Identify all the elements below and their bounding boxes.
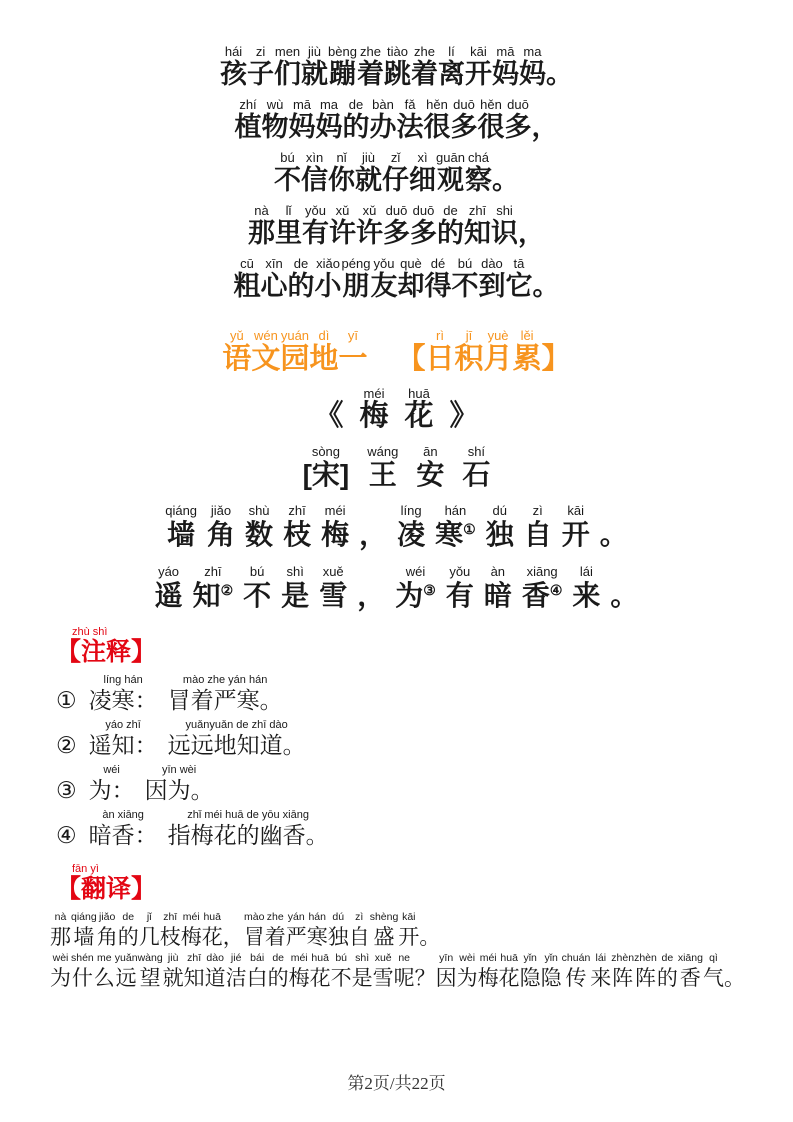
notes-header <box>0 626 793 666</box>
poem-line: qiáng 墙 jiǎo 角 shù 数 zhī 枝 méi 梅 ， líng 凌 hán 寒① dú 独 zì 自 kāi 开 。 <box>165 503 628 550</box>
note-item <box>0 809 793 849</box>
note-number: ② <box>56 733 77 758</box>
note-item <box>0 764 793 804</box>
translation-header-text: 【翻译】 <box>56 875 157 903</box>
note-term: líng hán 凌寒： <box>88 674 158 713</box>
notes-header-pinyin: zhù shì <box>72 626 108 638</box>
poem-title: 《 méi 梅 huā 花 》 <box>314 386 479 432</box>
translation-section <box>0 863 793 991</box>
note-number: ① <box>56 688 77 713</box>
intro-line: bú 不 xìn 信 nǐ 你 jiù 就 zǐ 仔 xì 细 guān 观 chá 察 。 <box>274 150 519 195</box>
intro-line: nà 那 lǐ 里 yǒu 有 xǔ 许 xǔ 许 duō 多 duō 多 de 的 zhī 知 shi 识 ， <box>248 203 545 248</box>
intro-line: zhí 植 wù 物 mā 妈 ma 妈 de 的 bàn 办 fǎ 法 hěn 很 duō 多 hěn 很 duō 多 ， <box>234 97 559 142</box>
note-definition: yīn wèi 因为。 <box>144 764 214 803</box>
translation-line: nà 那 qiáng 墙 jiǎo 角 de 的 jǐ 几 zhī 枝 méi 梅 huā 花 ， mào 冒 zhe 着 yán 严 hán 寒 dú 独 zì 自 shèng 盛 kāi 开 。 <box>50 911 441 949</box>
section-heading: yǔ 语 wén 文 yuán 园 dì 地 yī 一 【 rì 日 jī 积 yuè 月 lěi 累 】 <box>222 328 571 375</box>
note-number: ③ <box>56 778 77 803</box>
notes-header-text: 【注释】 <box>56 638 157 666</box>
poem-author: sòng [宋] wáng 王 ān 安 shí 石 <box>302 444 491 490</box>
translation-line: wèi 为 shén 什 me 么 yuǎn 远 wàng 望 jiù 就 zhī 知 dào 道 jié 洁 bái 白 de 的 méi 梅 huā 花 bú 不 shì 是 xuě 雪 ne 呢 ？ yīn 因 wèi 为 méi 梅 huā 花 yǐn 隐 yǐn 隐 chuán 传 lái 来 zhèn 阵 zhèn 阵 de 的 xiāng 香 qì 气 。 <box>50 952 745 990</box>
note-item <box>0 719 793 759</box>
page-footer: 第2页/共22页 <box>347 1074 446 1093</box>
note-definition: mào zhe yán hán 冒着严寒。 <box>167 674 283 713</box>
intro-line: hái 孩 zi 子 men 们 jiù 就 bèng 蹦 zhe 着 tiào 跳 zhe 着 lí 离 kāi 开 mā 妈 ma 妈 。 <box>220 44 573 89</box>
notes-section <box>0 626 793 849</box>
note-term: wéi 为： <box>88 764 135 803</box>
note-definition: zhǐ méi huā de yōu xiāng 指梅花的幽香。 <box>167 809 329 848</box>
translation-header <box>0 863 793 903</box>
translation-header-pinyin: fān yì <box>72 863 99 875</box>
note-item <box>0 674 793 714</box>
note-number: ④ <box>56 823 77 848</box>
note-definition: yuǎnyuǎn de zhī dào 远远地知道。 <box>167 719 306 758</box>
intro-section <box>0 0 793 302</box>
note-term: yáo zhī 遥知： <box>88 719 158 758</box>
intro-line: cū 粗 xīn 心 de 的 xiǎo 小 péng 朋 yǒu 友 què 却 dé 得 bú 不 dào 到 tā 它 。 <box>233 256 560 301</box>
poem-line: yáo 遥 zhī 知② bú 不 shì 是 xuě 雪 ， wéi 为③ yǒu 有 àn 暗 xiāng 香④ lái 来 。 <box>154 564 639 611</box>
note-term: àn xiāng 暗香： <box>88 809 158 848</box>
